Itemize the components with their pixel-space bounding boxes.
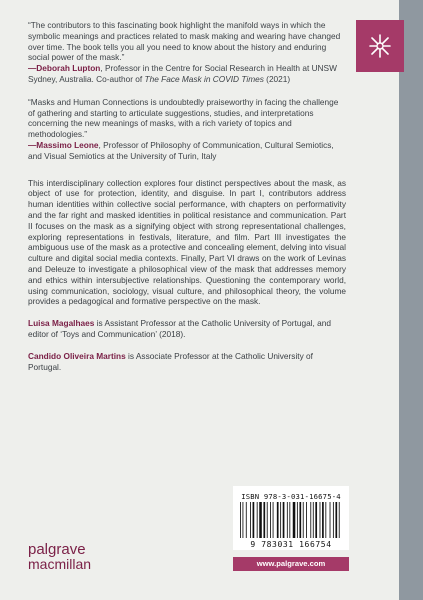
- barcode-bar: [250, 502, 251, 538]
- quote-1-author: —Deborah Lupton: [28, 63, 101, 74]
- quote-1-book-title: The Face Mask in COVID Times: [144, 73, 264, 84]
- publisher-url[interactable]: www.palgrave.com: [233, 557, 349, 571]
- barcode-bar: [299, 502, 301, 538]
- barcode-bar: [339, 502, 340, 538]
- barcode-bar: [320, 502, 321, 538]
- barcode-bar: [259, 502, 262, 538]
- barcode-bar: [283, 502, 285, 538]
- editor-bio-1: [28, 318, 346, 340]
- barcode-bar: [293, 502, 296, 538]
- barcode-bar: [333, 502, 334, 538]
- publisher-name-line-2: macmillan: [28, 556, 92, 572]
- barcode-bar: [270, 502, 271, 538]
- barcode-bar: [253, 502, 255, 538]
- barcode-bar: [289, 502, 290, 538]
- editor-2-name: Candido Oliveira Martins: [28, 350, 126, 361]
- barcode-bar: [243, 502, 244, 538]
- editor-2-text: is Associate Professor at the Catholic University of Portugal.: [28, 350, 313, 372]
- ean-number: 9 783031 166754: [250, 540, 332, 549]
- barcode-bar: [306, 502, 307, 538]
- quote-1-affiliation: , Professor in the Centre for Social Research in Health at UNSW Sydney, Australia. Co-author of: [28, 63, 337, 84]
- barcode-bar: [273, 502, 274, 538]
- barcode-bar: [280, 502, 281, 538]
- quote-1-text: “The contributors to this fascinating book highlight the manifold ways in which the symbolic meanings and practices related to mask making and wearing have changed over time. The book tells you all you need to know about the history and enduring social power of the mask.”: [28, 20, 341, 63]
- quote-1-attribution: [28, 63, 346, 85]
- barcode-bar: [246, 502, 247, 538]
- series-logo: [356, 20, 404, 72]
- barcode-bar: [240, 502, 241, 538]
- barcode-bar: [287, 502, 288, 538]
- barcode-bar: [313, 502, 314, 538]
- back-cover-text: [28, 20, 346, 372]
- barcode-bar: [267, 502, 268, 538]
- barcode-bar: [310, 502, 311, 538]
- spine-edge-bar: [399, 0, 423, 600]
- quote-2-affiliation: , Professor of Philosophy of Communication, Cultural Semiotics, and Visual Semiotics at the University of Turin, Italy: [28, 139, 334, 161]
- quote-2-author: —Massimo Leone: [28, 139, 99, 150]
- quote-1-year: (2021): [263, 73, 291, 84]
- starburst-logo-icon: [368, 33, 392, 59]
- quote-2-attribution: [28, 140, 346, 162]
- barcode-bars: [236, 502, 346, 540]
- isbn-label: ISBN 978-3-031-16675-4: [241, 492, 341, 501]
- barcode-bar: [335, 502, 337, 538]
- barcode-bar: [277, 502, 279, 538]
- publisher-logo: [28, 543, 91, 571]
- barcode-bar: [303, 502, 304, 538]
- editor-bio-2: [28, 351, 346, 373]
- barcode-bar: [263, 502, 265, 538]
- publisher-name-line-1: palgrave: [28, 541, 86, 558]
- barcode-bar: [297, 502, 298, 538]
- barcode-bar: [315, 502, 317, 538]
- barcode-bar: [257, 502, 258, 538]
- editor-1-text: is Assistant Professor at the Catholic University of Portugal, and editor of ‘Toys and Communication’ (2018).: [28, 318, 331, 339]
- book-description: This interdisciplinary collection explores four distinct perspectives about the mask, as object of use for protection, identity, and disguise. In part I, contributors address human identities within collective social performance, with chapters on performativity and the far right and masked identities in political resistance and communication. Part II focuses on the mask as a signifying object with strong representational challenges, exploring representations in festivals, literature, and film. Part III investigates the ambiguous use of the mask as a protective and concealing element, delving into visual culture and digital social media contexts. Finally, Part VI draws on the work of Levinas and Deleuze to investigate a philosophical view of the mask that addresses memory and ethics within intersubjective relationships. Questioning the contemporary world, using communication, sociology, visual culture, and philosophical theory, the volume provides a pedagogical and formative perspective on the mask.: [28, 177, 346, 307]
- barcode-bar: [330, 502, 331, 538]
- barcode-bar: [322, 502, 324, 538]
- quote-2-text: “Masks and Human Connections is undoubtedly praiseworthy in facing the challenge of gathering and starting to articulate suggestions, studies, and interpretations concerning the new meanings of masks, with a rich variety of topics and methodologies.”: [28, 96, 339, 140]
- editor-1-name: Luisa Magalhaes: [28, 318, 95, 329]
- barcode-bar: [325, 502, 326, 538]
